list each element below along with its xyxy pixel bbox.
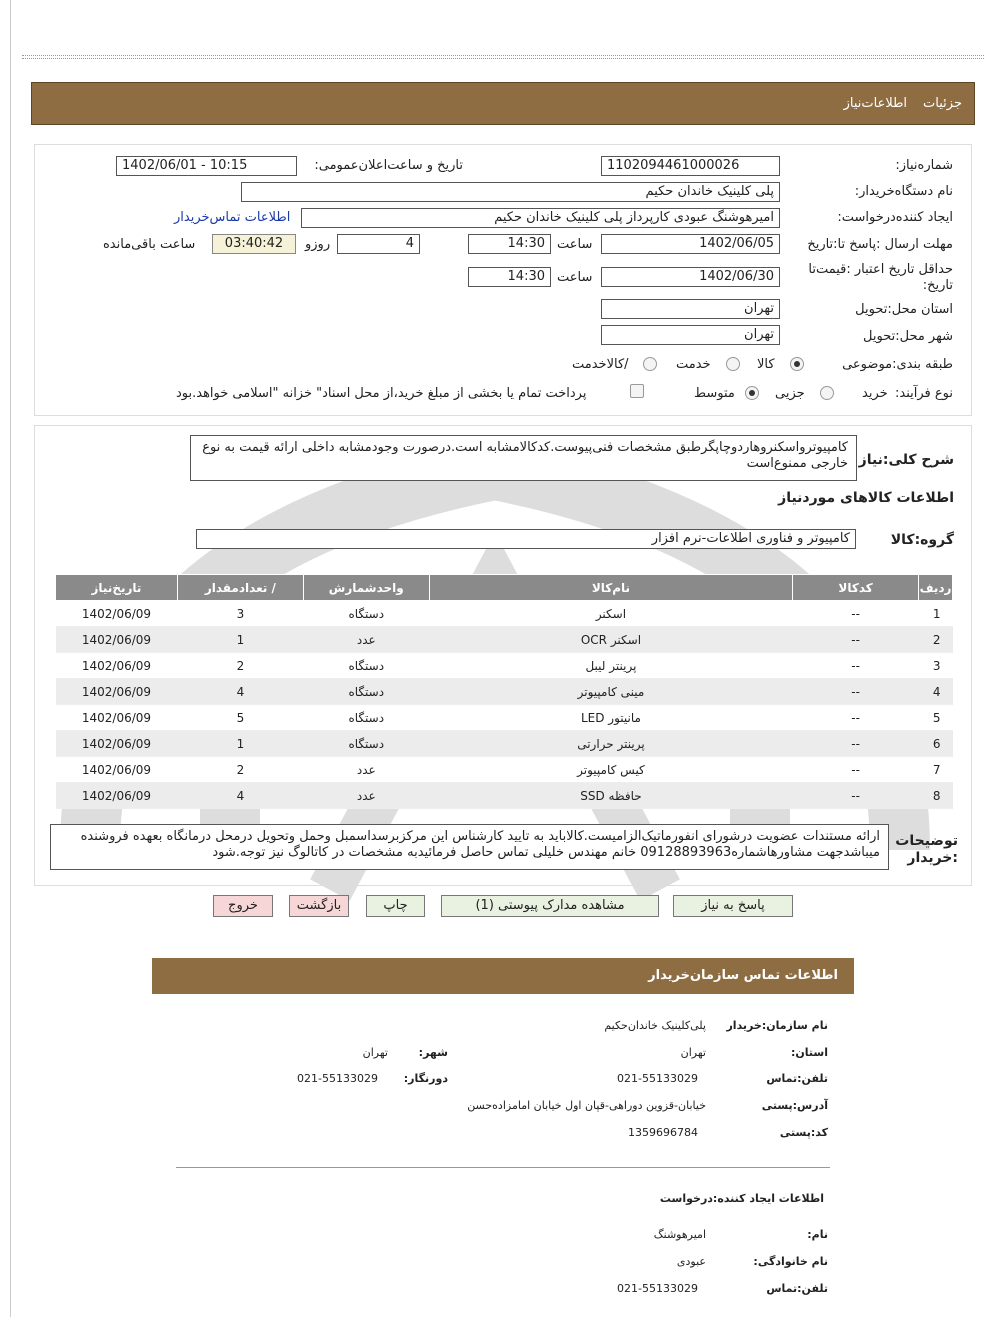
- col-row: ردیف: [919, 575, 953, 601]
- days-field: 4: [337, 234, 420, 254]
- top-divider: [22, 55, 984, 59]
- org-value: پلی‌کلینیک خاندان‌حکیم: [604, 1019, 706, 1032]
- validity-time-field: 14:30: [468, 267, 551, 287]
- col-date: تاریخ‌نیاز: [56, 575, 178, 601]
- contact-address-label: آدرس:پستی: [761, 1099, 828, 1112]
- contact-phone-label: تلفن:تماس: [766, 1072, 828, 1085]
- validity-time-label: ساعت: [557, 270, 593, 285]
- process-buy-label: خرید: [862, 386, 888, 401]
- table-row: [56, 601, 953, 627]
- page-header: [31, 82, 975, 125]
- col-code: کدکالا: [793, 575, 919, 601]
- table-row: [56, 705, 953, 731]
- buyer-field: پلی کلینیک خاندان حکیم: [241, 182, 780, 202]
- cell-code: --: [793, 601, 919, 627]
- cell-code: --: [793, 627, 919, 653]
- cell-name: کیس کامپیوتر: [429, 757, 792, 783]
- requester-family-value: عبودی: [676, 1255, 706, 1268]
- requester-family-label: نام خانوادگی:: [753, 1255, 828, 1268]
- buyer-notes-label-2: :خریدار: [907, 850, 958, 866]
- group-label: گروه:کالا: [890, 532, 954, 548]
- cell-quantity: 5: [177, 705, 303, 731]
- cell-date: 1402/06/09: [56, 731, 178, 757]
- cell-unit: عدد: [303, 783, 429, 809]
- cell-name: پرینتر لیبل: [429, 653, 792, 679]
- cell-code: --: [793, 653, 919, 679]
- buyer-contact-header: اطلاعات تماس سازمان‌خریدار: [152, 958, 854, 994]
- table-row: [56, 783, 953, 809]
- cell-row: 1: [919, 601, 953, 627]
- category-service-label: خدمت: [676, 357, 711, 372]
- cell-code: --: [793, 731, 919, 757]
- province-field: تهران: [601, 299, 780, 319]
- tab-details[interactable]: جزئیات: [923, 96, 962, 111]
- announce-label: تاریخ و ساعت‌اعلان‌عمومی:: [314, 158, 463, 173]
- cell-date: 1402/06/09: [56, 705, 178, 731]
- contact-fax-value: 021-55133029: [297, 1072, 378, 1085]
- buyer-label: نام دستگاه‌خریدار:: [854, 184, 953, 199]
- cell-date: 1402/06/09: [56, 757, 178, 783]
- cell-quantity: 2: [177, 653, 303, 679]
- process-medium-label: متوسط: [694, 386, 735, 401]
- cell-row: 6: [919, 731, 953, 757]
- cell-row: 4: [919, 679, 953, 705]
- exit-button[interactable]: خروج: [213, 895, 273, 917]
- creator-field: امیرهوشنگ عبودی کارپرداز پلی کلینیک خاندان حکیم: [301, 208, 780, 228]
- buyer-contact-link[interactable]: اطلاعات تماس‌خریدار: [174, 210, 291, 225]
- cell-row: 8: [919, 783, 953, 809]
- back-button[interactable]: بازگشت: [289, 895, 349, 917]
- buyer-notes-text: ارائه مستندات عضویت درشورای انفورماتیک‌الزامیست.کالاباید به تایید کارشناس این مرکزبرسداسمبل وحمل وتحویل درمحل درمانگاه بعهده فروشنده میباشدجهت مشاورهاشماره09128893963 خانم مهندس خلیلی تماس حاصل فرمائیدبه مشخصات در کاتالوگ نیز توجه.شود: [50, 824, 889, 870]
- contact-postal-label: کد:پستی: [779, 1126, 828, 1139]
- contact-divider: [176, 1167, 830, 1168]
- print-button[interactable]: چاپ: [366, 895, 425, 917]
- cell-unit: عدد: [303, 627, 429, 653]
- city-field: تهران: [601, 325, 780, 345]
- cell-date: 1402/06/09: [56, 783, 178, 809]
- cell-name: مانیتور LED: [429, 705, 792, 731]
- days-label: روزو: [305, 237, 331, 252]
- cell-quantity: 1: [177, 627, 303, 653]
- treasury-payment-checkbox[interactable]: [630, 384, 644, 398]
- contact-address-value: خیابان-قزوین دوراهی-قپان اول خیابان امامزاده‌حسن: [467, 1099, 706, 1112]
- process-partial-label: جزیی: [775, 386, 805, 401]
- cell-date: 1402/06/09: [56, 653, 178, 679]
- cell-row: 5: [919, 705, 953, 731]
- province-label: استان محل:تحویل: [855, 302, 953, 317]
- table-row: [56, 653, 953, 679]
- contact-postal-value: 1359696784: [628, 1126, 698, 1139]
- cell-row: 7: [919, 757, 953, 783]
- deadline-time-label: ساعت: [557, 237, 593, 252]
- validity-date-field: 1402/06/30: [601, 267, 780, 287]
- treasury-payment-label: پرداخت تمام یا بخشی از مبلغ خرید،از محل اسناد" خزانه "اسلامی خواهد.بود: [176, 386, 587, 401]
- cell-name: پرینتر حرارتی: [429, 731, 792, 757]
- category-both-radio[interactable]: [643, 357, 657, 371]
- remaining-label: ساعت باقی‌مانده: [103, 237, 196, 252]
- validity-label: حداقل تاریخ اعتبار :قیمت‌تا: [808, 262, 953, 277]
- creator-label: ایجاد کننده‌درخواست:: [837, 210, 953, 225]
- contact-fax-label: دورنگار:: [403, 1072, 448, 1085]
- cell-name: حافظه SSD: [429, 783, 792, 809]
- requester-phone-value: 021-55133029: [617, 1282, 698, 1295]
- validity-label-2: تاریخ:: [922, 278, 953, 293]
- tab-need-info[interactable]: اطلاعات‌نیاز: [843, 96, 908, 111]
- category-goods-radio[interactable]: [790, 357, 804, 371]
- announce-field: 1402/06/01 - 10:15: [116, 156, 297, 176]
- col-quantity: / تعدادمقدار: [177, 575, 303, 601]
- city-label: شهر محل:تحویل: [863, 329, 953, 344]
- buyer-notes-label: توضیحات: [895, 833, 958, 849]
- goods-info-title: اطلاعات کالاهای موردنیاز: [778, 490, 954, 506]
- contact-city-value: تهران: [362, 1046, 388, 1059]
- cell-quantity: 3: [177, 601, 303, 627]
- cell-unit: دستگاه: [303, 679, 429, 705]
- process-medium-radio[interactable]: [745, 386, 759, 400]
- col-unit: واحدشمارش: [303, 575, 429, 601]
- category-goods-label: کالا: [757, 357, 775, 372]
- table-row: [56, 731, 953, 757]
- table-header-row: [56, 575, 953, 601]
- cell-date: 1402/06/09: [56, 601, 178, 627]
- contact-province-value: تهران: [680, 1046, 706, 1059]
- category-label: طبقه بندی:موضوعی: [842, 357, 953, 372]
- cell-quantity: 4: [177, 679, 303, 705]
- cell-unit: دستگاه: [303, 653, 429, 679]
- cell-name: اسکنر: [429, 601, 792, 627]
- category-both-label: /کالاخدمت: [572, 357, 629, 372]
- cell-name: مینی کامپیوتر: [429, 679, 792, 705]
- cell-unit: دستگاه: [303, 705, 429, 731]
- requester-info-title: اطلاعات ایجاد کننده:درخواست: [659, 1192, 824, 1205]
- cell-date: 1402/06/09: [56, 679, 178, 705]
- deadline-label: مهلت ارسال :پاسخ تا:تاریخ: [807, 237, 953, 252]
- cell-date: 1402/06/09: [56, 627, 178, 653]
- table-row: [56, 627, 953, 653]
- cell-quantity: 2: [177, 757, 303, 783]
- need-number-field: 1102094461000026: [601, 156, 780, 176]
- category-service-radio[interactable]: [726, 357, 740, 371]
- deadline-time-field: 14:30: [468, 234, 551, 254]
- contact-city-label: شهر:: [418, 1046, 448, 1059]
- description-label: شرح کلی:نیاز: [858, 452, 954, 468]
- col-name: نام‌کالا: [429, 575, 792, 601]
- cell-quantity: 1: [177, 731, 303, 757]
- view-attachments-button[interactable]: مشاهده مدارک پیوستی (1): [441, 895, 659, 917]
- remaining-time-field: 03:40:42: [212, 234, 296, 254]
- cell-code: --: [793, 783, 919, 809]
- cell-row: 3: [919, 653, 953, 679]
- description-text: کامپیوترواسکنروهاردوچاپگرطبق مشخصات فنی‌پیوست.کدکالامشابه است.درصورت وجودمشابه داخلی ارائه قیمت به نوع خارجی ممنوع‌است: [190, 435, 857, 481]
- cell-code: --: [793, 705, 919, 731]
- reply-button[interactable]: پاسخ به نیاز: [673, 895, 793, 917]
- goods-table: [55, 574, 953, 809]
- contact-province-label: استان:: [791, 1046, 828, 1059]
- process-label: نوع فرآیند:: [895, 386, 953, 401]
- cell-unit: دستگاه: [303, 601, 429, 627]
- cell-code: --: [793, 679, 919, 705]
- need-number-label: شماره‌نیاز:: [895, 158, 953, 173]
- deadline-date-field: 1402/06/05: [601, 234, 780, 254]
- requester-phone-label: تلفن:تماس: [766, 1282, 828, 1295]
- cell-code: --: [793, 757, 919, 783]
- requester-name-label: نام:: [807, 1228, 828, 1241]
- cell-unit: دستگاه: [303, 731, 429, 757]
- table-row: [56, 757, 953, 783]
- cell-name: اسکنر OCR: [429, 627, 792, 653]
- requester-name-value: امیرهوشنگ: [653, 1228, 706, 1241]
- group-field: کامپیوتر و فناوری اطلاعات-نرم افزار: [196, 529, 856, 549]
- cell-row: 2: [919, 627, 953, 653]
- contact-phone-value: 021-55133029: [617, 1072, 698, 1085]
- page-border: [10, 0, 11, 1317]
- process-partial-radio[interactable]: [820, 386, 834, 400]
- org-label: نام سازمان:خریدار: [726, 1019, 828, 1032]
- table-row: [56, 679, 953, 705]
- cell-unit: عدد: [303, 757, 429, 783]
- cell-quantity: 4: [177, 783, 303, 809]
